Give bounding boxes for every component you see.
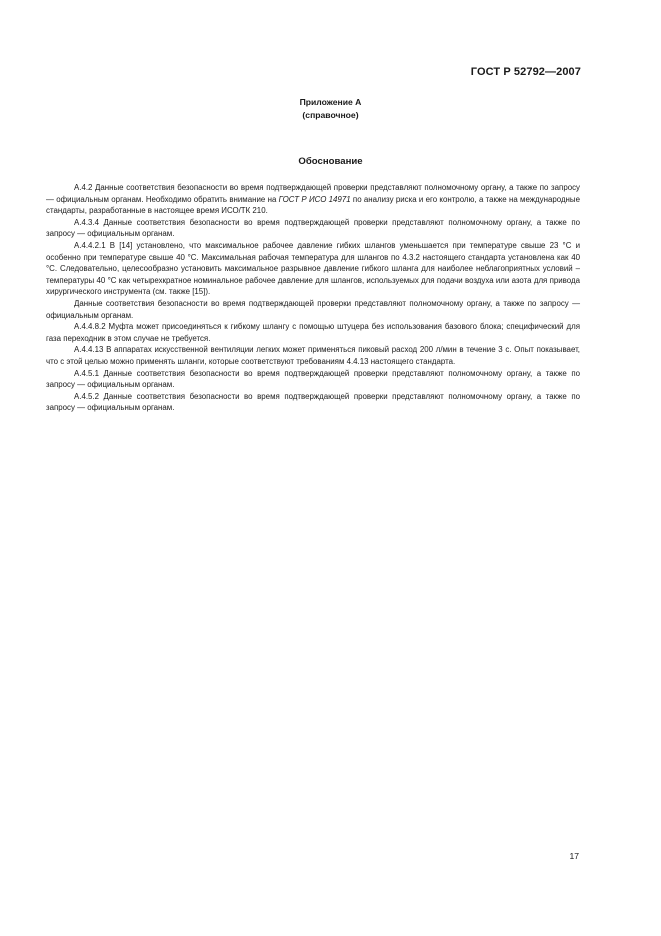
appendix-subtitle: (справочное) (302, 110, 359, 120)
paragraph-a-4-5-1: А.4.5.1 Данные соответствия безопасности во время подтверждающей проверки представляют полномочному органу, а также по запросу — официальным органам. (46, 368, 580, 390)
body-text (46, 182, 580, 414)
appendix-title: Приложение А (299, 97, 362, 107)
document-code: ГОСТ Р 52792—2007 (470, 66, 581, 78)
standard-reference: ГОСТ Р ИСО 14971 (278, 194, 351, 204)
paragraph-a-4-3-4: А.4.3.4 Данные соответствия безопасности во время подтверждающей проверки представляют полномочному органу, а также по запросу — официальным органам. (46, 217, 580, 239)
paragraph-a-4-2 (46, 182, 580, 217)
paragraph-a-4-5-2: А.4.5.2 Данные соответствия безопасности во время подтверждающей проверки представляют полномочному органу, а также по запросу — официальным органам. (46, 391, 580, 413)
page-number: 17 (569, 851, 579, 861)
paragraph-a-4-4-13: А.4.4.13 В аппаратах искусственной вентиляции легких может применяться пиковый расход 200 л/мин в течение 3 с. Опыт показывает, что с этой целью можно применять шланги, которые соответствуют требованиям 4.4.13 настоящего стандарта. (46, 345, 580, 366)
paragraph-text: А.4.2 Данные соответствия безопасности во время подтверждающей проверки представляют полномочному органу, а также по запросу — официальным органам. Необходимо обратить внимание на (46, 183, 580, 204)
paragraph-a-4-4-2-1-cont: Данные соответствия безопасности во время подтверждающей проверки представляют полномочному органу, а также по запросу — официальным органам. (46, 298, 580, 320)
paragraph-a-4-4-8-2: А.4.4.8.2 Муфта может присоединяться к гибкому шлангу с помощью штуцера без использования базового блока; специфический для газа переходник в этом случае не требуется. (46, 322, 580, 343)
appendix-heading (0, 96, 661, 122)
section-title: Обоснование (298, 156, 363, 167)
paragraph-text: по анализу риска и его контролю, а также на международные стандарты, разработанные в настоящее время ИСО/ТК 210. (46, 194, 580, 216)
paragraph-a-4-4-2-1: А.4.4.2.1 В [14] установлено, что максимальное рабочее давление гибких шлангов уменьшается при температуре свыше 23 °С и особенно при температуре свыше 40 °С. Максимальная рабочая температура для шлангов по 4.3.2 настоящего стандарта установлена как 40 °С. Следовательно, целесообразно установить максимальное разрывное давление гибкого шланга для наиболее неблагоприятных условий – температуры 40 °С как четырехкратное номинальное рабочее давление для шлангов, используемых для подачи воздуха или азота для привода хирургического инструмента (см. также [15]). (46, 240, 580, 297)
